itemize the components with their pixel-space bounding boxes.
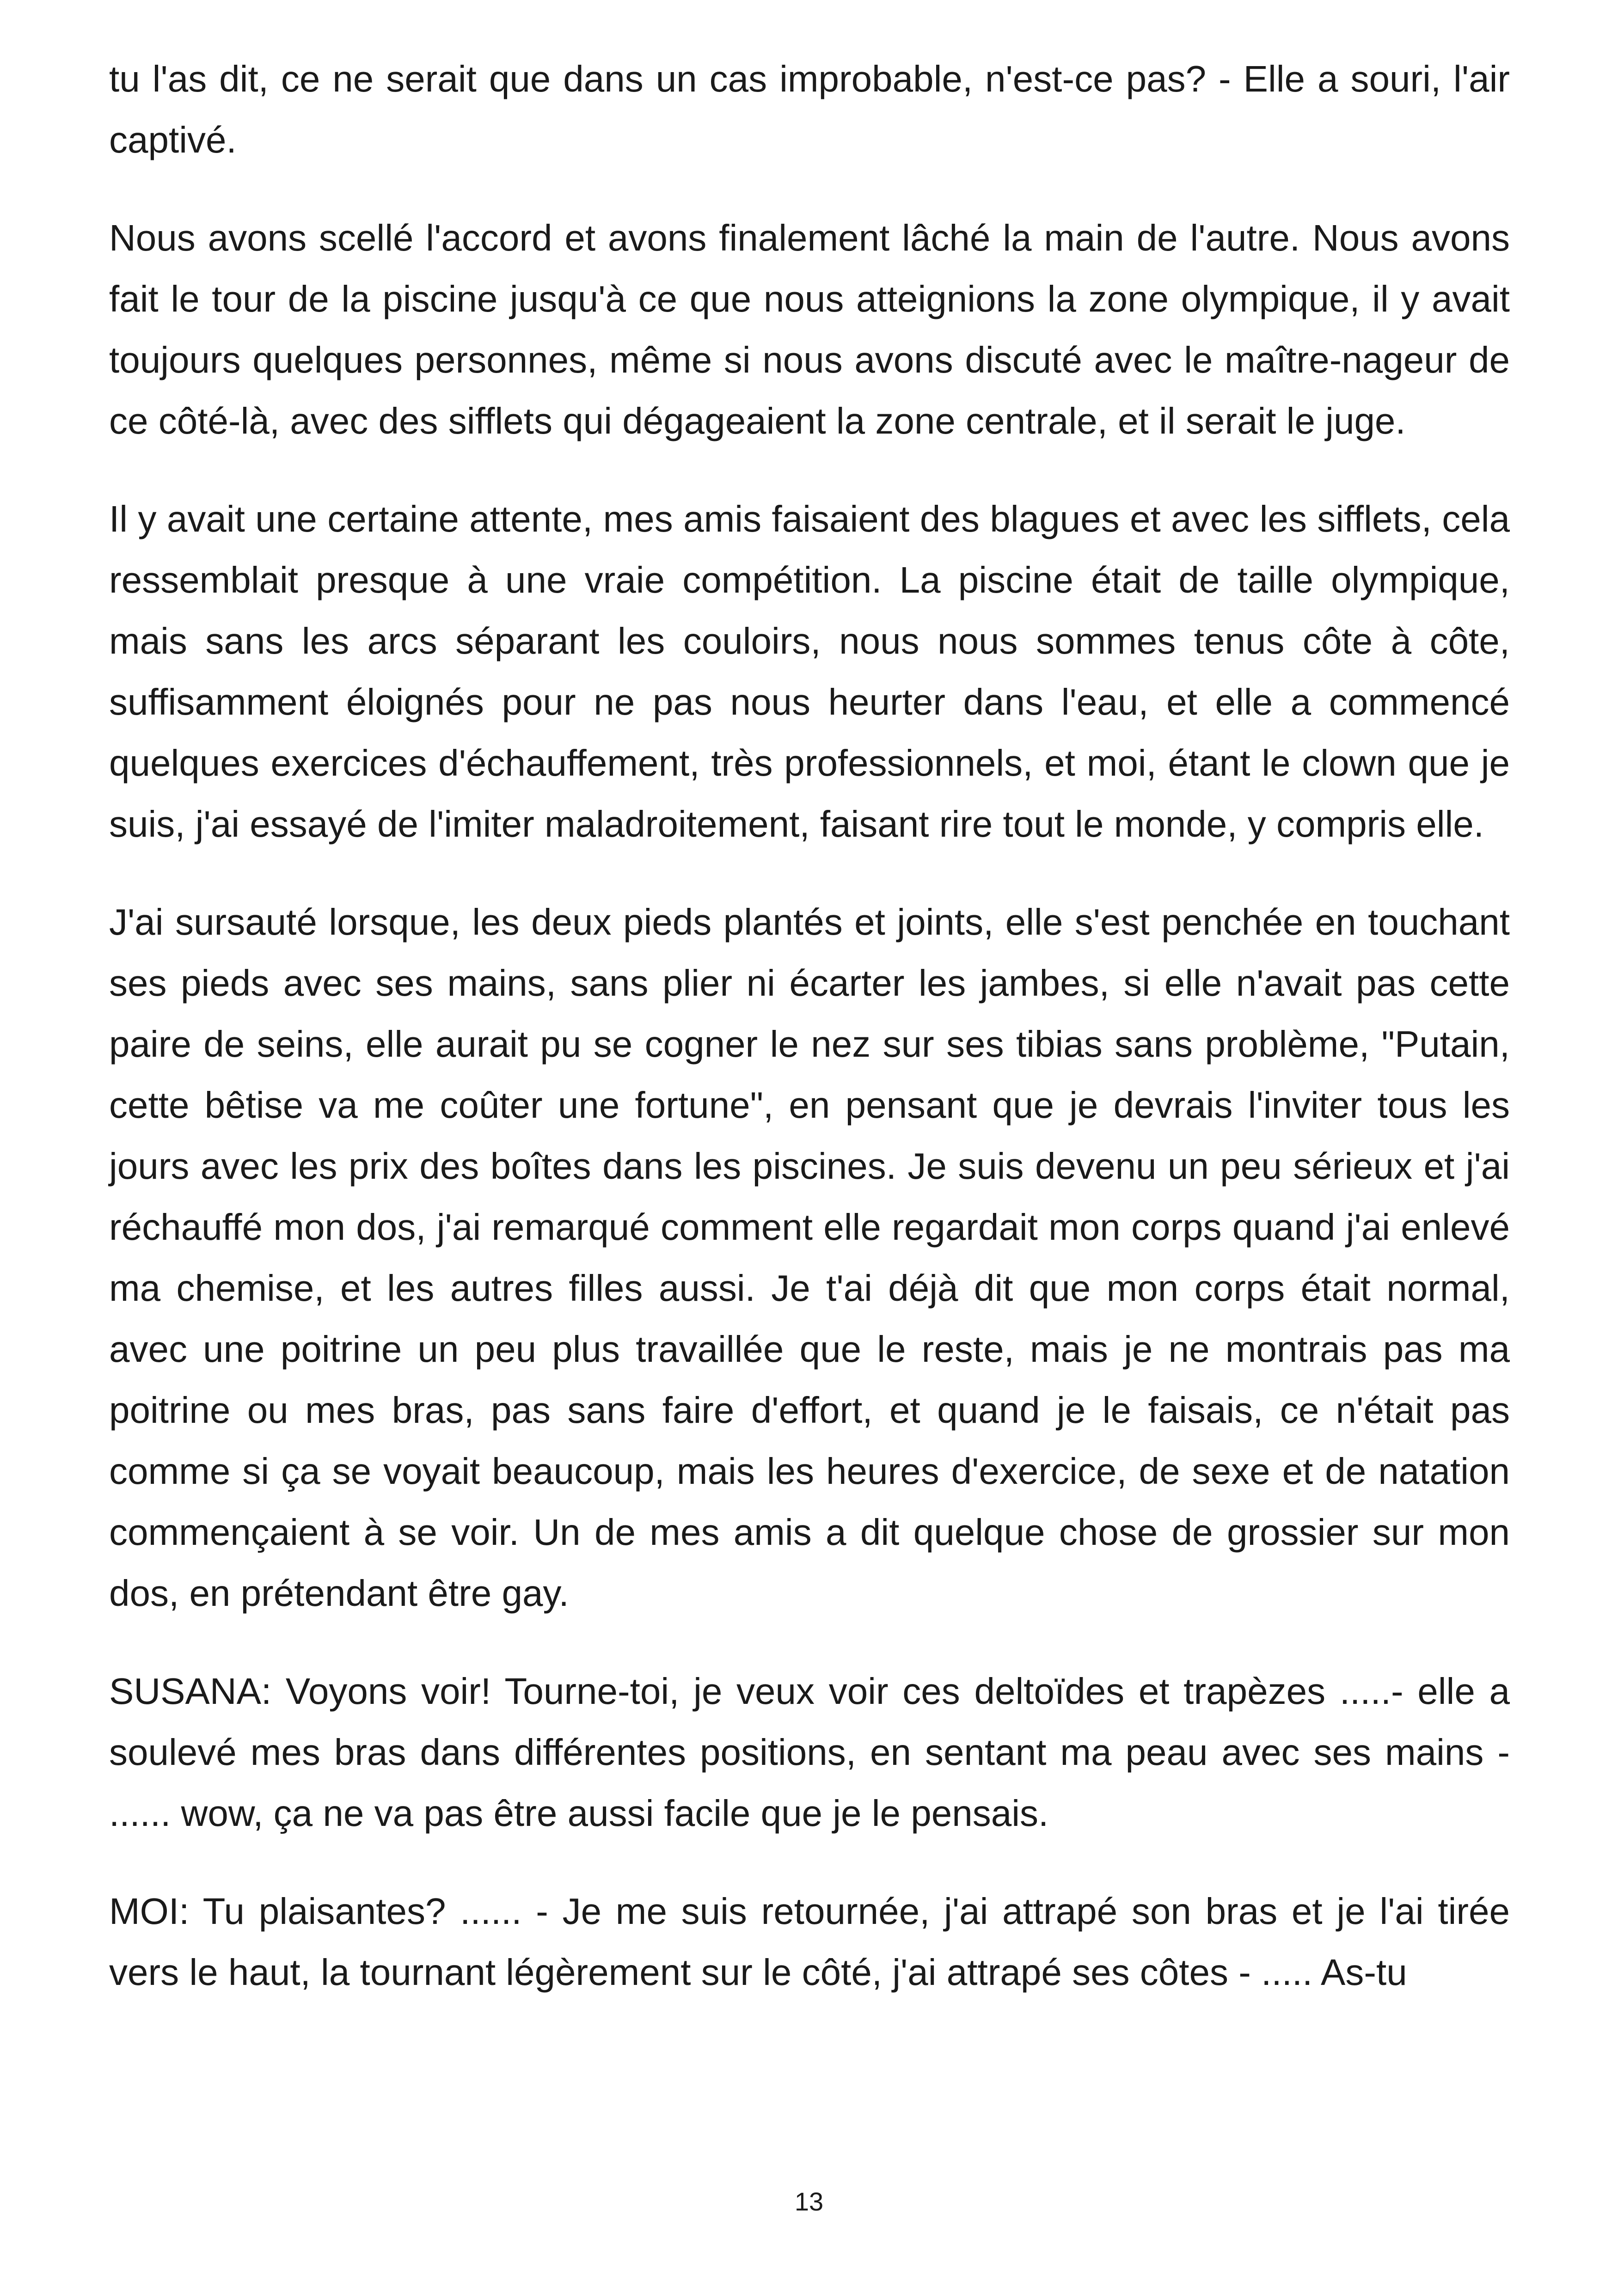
paragraph-5: SUSANA: Voyons voir! Tourne-toi, je veux voir ces deltoïdes et trapèzes .....- elle a soulevé mes bras dans différentes positions, en sentant ma peau avec ses mains - ...... wow, ça ne va pas être aussi facile que je le pensais. bbox=[109, 1671, 1510, 1834]
body-text bbox=[109, 49, 1510, 2040]
paragraph-6: MOI: Tu plaisantes? ...... - Je me suis retournée, j'ai attrapé son bras et je l'ai tirée vers le haut, la tournant légèrement sur le côté, j'ai attrapé ses côtes - ..... As-tu bbox=[109, 1891, 1510, 1993]
paragraph-2: Nous avons scellé l'accord et avons finalement lâché la main de l'autre. Nous avons fait le tour de la piscine jusqu'à ce que nous atteignions la zone olympique, il y avait toujours quelques personnes, même si nous avons discuté avec le maître-nageur de ce côté-là, avec des sifflets qui dégageaient la zone centrale, et il serait le juge. bbox=[109, 217, 1510, 441]
paragraph-1: tu l'as dit, ce ne serait que dans un cas improbable, n'est-ce pas? - Elle a souri, l'air captivé. bbox=[109, 58, 1510, 160]
paragraph-4: J'ai sursauté lorsque, les deux pieds plantés et joints, elle s'est penchée en touchant ses pieds avec ses mains, sans plier ni écarter les jambes, si elle n'avait pas cette paire de seins, elle aurait pu se cogner le nez sur ses tibias sans problème, "Putain, cette bêtise va me coûter une fortune", en pensant que je devrais l'inviter tous les jours avec les prix des boîtes dans les piscines. Je suis devenu un peu sérieux et j'ai réchauffé mon dos, j'ai remarqué comment elle regardait mon corps quand j'ai enlevé ma chemise, et les autres filles aussi. Je t'ai déjà dit que mon corps était normal, avec une poitrine un peu plus travaillée que le reste, mais je ne montrais pas ma poitrine ou mes bras, pas sans faire d'effort, et quand je le faisais, ce n'était pas comme si ça se voyait beaucoup, mais les heures d'exercice, de sexe et de natation commençaient à se voir. Un de mes amis a dit quelque chose de grossier sur mon dos, en prétendant être gay. bbox=[109, 901, 1510, 1614]
paragraph-3: Il y avait une certaine attente, mes amis faisaient des blagues et avec les sifflets, cela ressemblait presque à une vraie compétition. La piscine était de taille olympique, mais sans les arcs séparant les couloirs, nous nous sommes tenus côte à côte, suffisamment éloignés pour ne pas nous heurter dans l'eau, et elle a commencé quelques exercices d'échauffement, très professionnels, et moi, étant le clown que je suis, j'ai essayé de l'imiter maladroitement, faisant rire tout le monde, y compris elle. bbox=[109, 498, 1510, 845]
page-number: 13 bbox=[794, 2187, 824, 2216]
